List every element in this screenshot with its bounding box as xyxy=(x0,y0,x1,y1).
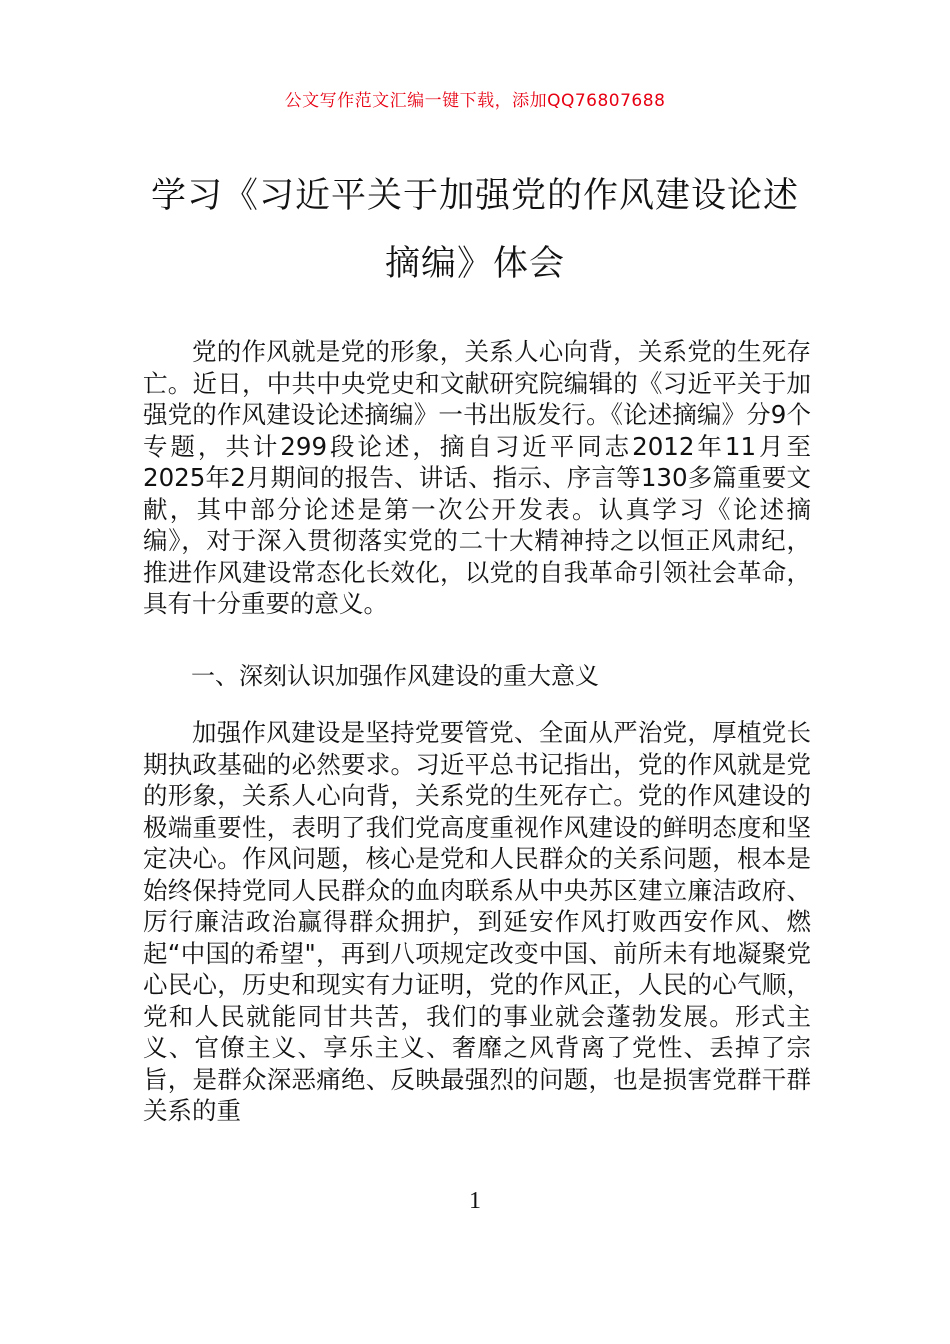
page-number: 1 xyxy=(469,1188,481,1214)
header-ad-banner: 公文写作范文汇编一键下载，添加QQ76807688 xyxy=(284,91,666,111)
document-title-line-1: 学习《习近平关于加强党的作风建设论述 xyxy=(150,176,799,216)
body-paragraph-1: 党的作风就是党的形象，关系人心向背，关系党的生死存亡。近日，中共中央党史和文献研究院编辑的《习近平关于加强党的作风建设论述摘编》一书出版发行。《论述摘编》分9个专题，共计299段论述，摘自习近平同志2012年11月至2025年2月期间的报告、讲话、指示、序言等130多篇重要文献，其中部分论述是第一次公开发表。认真学习《论述摘编》，对于深入贯彻落实党的二十大精神持之以恒正风肃纪，推进作风建设常态化长效化，以党的自我革命引领社会革命，具有十分重要的意义。 xyxy=(143,337,811,618)
body-paragraph-2: 加强作风建设是坚持党要管党、全面从严治党，厚植党长期执政基础的必然要求。习近平总书记指出，党的作风就是党的形象，关系人心向背，关系党的生死存亡。党的作风建设的极端重要性，表明了我们党高度重视作风建设的鲜明态度和坚定决心。作风问题，核心是党和人民群众的关系问题，根本是始终保持党同人民群众的血肉联系从中央苏区建立廉洁政府、厉行廉洁政治赢得群众拥护，到延安作风打败西安作风、燃起“中国的希望"，再到八项规定改变中国、前所未有地凝聚党心民心，历史和现实有力证明，党的作风正，人民的心气顺，党和人民就能同甘共苦，我们的事业就会蓬勃发展。形式主义、官僚主义、享乐主义、奢靡之风背离了党性、丢掉了宗旨，是群众深恶痛绝、反映最强烈的问题，也是损害党群干群关系的重 xyxy=(143,718,811,1125)
section-heading-1: 一、深刻认识加强作风建设的重大意义 xyxy=(191,662,599,690)
document-title-line-2: 摘编》体会 xyxy=(384,244,565,284)
